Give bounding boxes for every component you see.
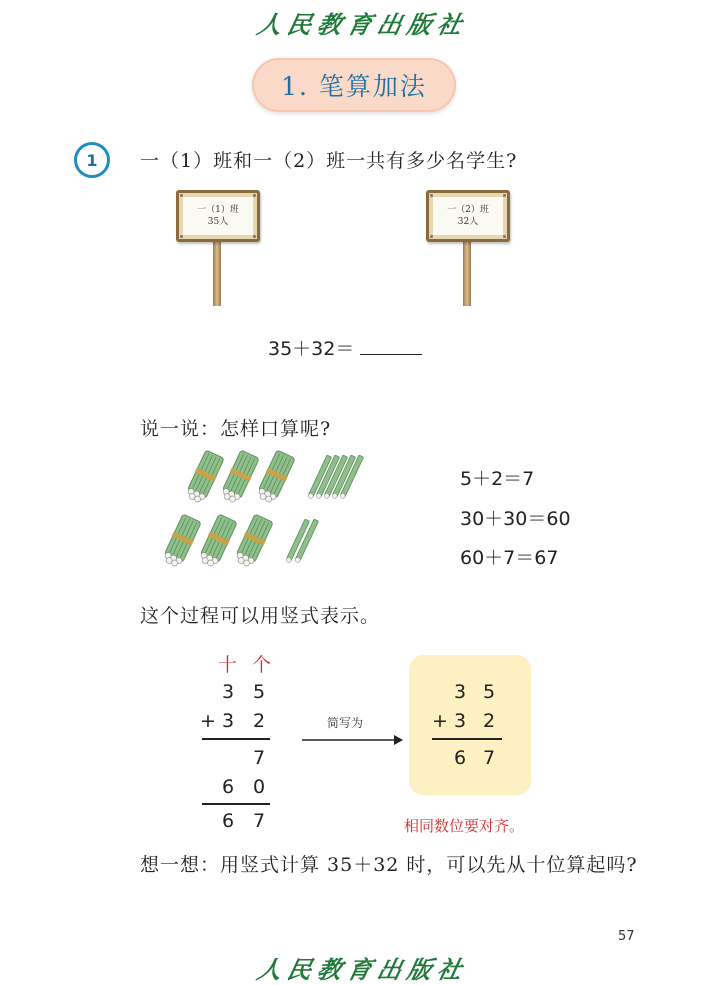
mental-step-1: 5＋2＝7 [460, 468, 535, 490]
short-result-ones: 7 [483, 747, 496, 769]
counting-sticks-illustration [160, 448, 380, 573]
answer-blank [360, 336, 422, 355]
short-plus-sign: + [432, 710, 448, 732]
problem-question: 一（1）班和一（2）班一共有多少名学生? [140, 150, 518, 172]
think-question: 想一想：用竖式计算 35＋32 时，可以先从十位算起吗? [140, 854, 638, 876]
section-title [252, 58, 456, 112]
tens-column-header: 十 [218, 654, 238, 676]
sign-post [463, 242, 471, 306]
short-addend1-ones: 5 [483, 681, 496, 703]
sign-class-2 [426, 190, 510, 306]
partial2-ones: 0 [253, 776, 266, 798]
result-ones: 7 [253, 810, 266, 832]
result-tens: 6 [222, 810, 235, 832]
sign-class-label: 一（1）班 [197, 205, 239, 215]
addend1-tens: 3 [222, 681, 235, 703]
row2-singles [285, 519, 318, 563]
partial2-tens: 6 [222, 776, 235, 798]
publisher-header: 人民教育出版社 [254, 10, 471, 39]
addend2-tens: 3 [222, 710, 235, 732]
row1-bundles [184, 450, 296, 506]
row2-bundles [161, 514, 274, 570]
partial1-ones: 7 [253, 747, 266, 769]
sum-line-1 [202, 738, 270, 740]
sign-count: 35人 [207, 217, 229, 227]
plus-sign: + [200, 710, 216, 732]
short-sum-line [432, 738, 502, 740]
ones-column-header: 个 [252, 654, 272, 676]
sign-count: 32人 [457, 217, 479, 227]
publisher-footer: 人民教育出版社 [254, 955, 471, 984]
sign-board [426, 190, 510, 242]
problem-number-badge: 1 [74, 142, 110, 178]
sign-class-label: 一（2）班 [447, 205, 489, 215]
addend1-ones: 5 [253, 681, 266, 703]
equation [268, 334, 422, 361]
sign-post [213, 242, 221, 306]
mental-prompt: 说一说：怎样口算呢? [140, 418, 332, 440]
sign-board [176, 190, 260, 242]
addend2-ones: 2 [253, 710, 266, 732]
short-addend1-tens: 3 [454, 681, 467, 703]
short-result-tens: 6 [454, 747, 467, 769]
arrow-label: 简写为 [327, 716, 364, 730]
section-title-text: 1. 笔算加法 [281, 72, 427, 101]
sign-class-1 [176, 190, 260, 306]
short-addend2-ones: 2 [483, 710, 496, 732]
arrow-right-icon [302, 733, 404, 747]
mental-step-2: 30＋30＝60 [460, 508, 571, 530]
equation-text: 35＋32＝ [268, 338, 355, 360]
short-form-box [409, 655, 531, 795]
row1-singles [307, 455, 363, 499]
page-number: 57 [618, 929, 635, 944]
short-addend2-tens: 3 [454, 710, 467, 732]
alignment-note: 相同数位要对齐。 [404, 817, 525, 835]
vertical-intro: 这个过程可以用竖式表示。 [140, 605, 381, 627]
mental-step-3: 60＋7＝67 [460, 547, 559, 569]
sum-line-2 [202, 803, 270, 805]
